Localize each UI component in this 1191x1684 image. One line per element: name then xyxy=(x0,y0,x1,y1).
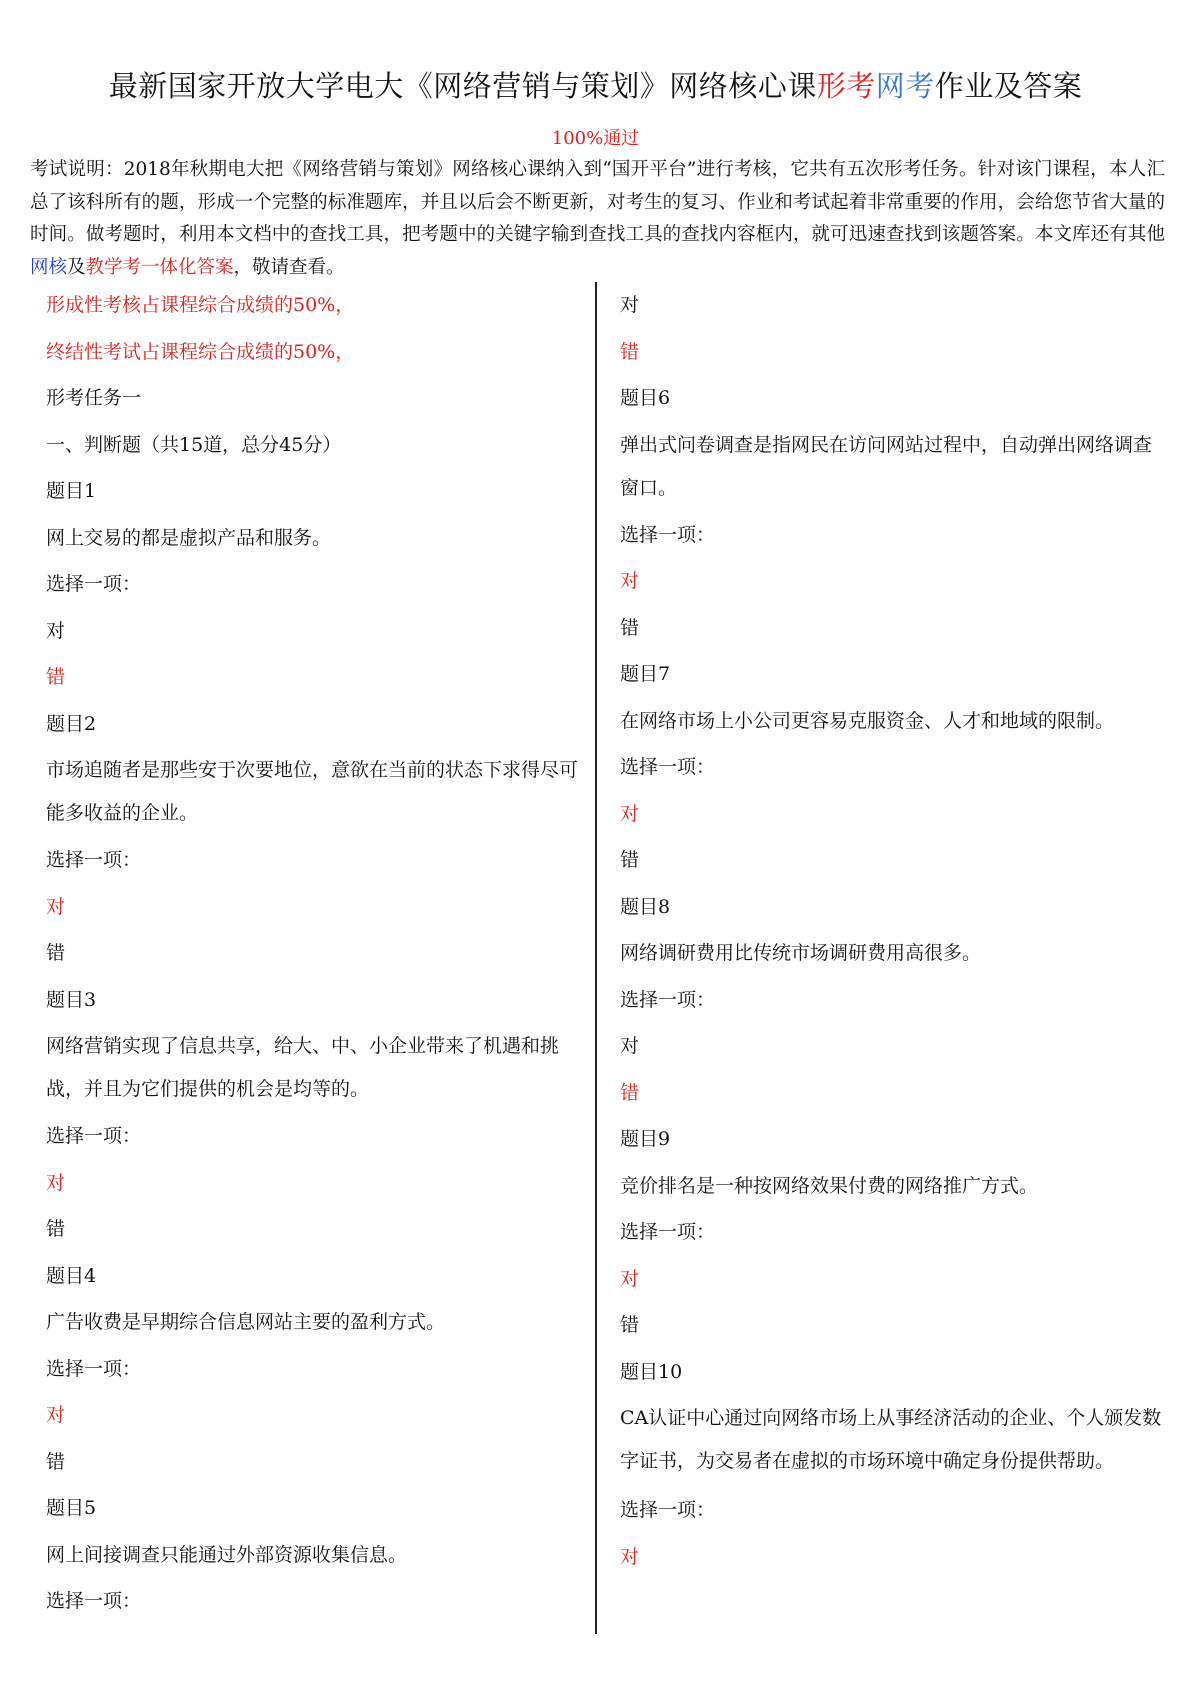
question-text: 市场追随者是那些安于次要地位，意欲在当前的状态下求得尽可能多收益的企业。 xyxy=(46,759,579,824)
option-false-correct[interactable]: 错 xyxy=(620,340,640,363)
option-false-correct[interactable]: 错 xyxy=(620,1081,640,1104)
title-red-word: 形考 xyxy=(816,69,876,103)
right-column xyxy=(620,282,1165,1580)
option-false-correct[interactable]: 错 xyxy=(46,666,66,688)
question-text: 广告收费是早期综合信息网站主要的盈利方式。 xyxy=(46,1311,446,1333)
choice-prompt: 选择一项： xyxy=(620,1499,716,1521)
section-heading: 一、判断题（共15道，总分45分） xyxy=(46,433,342,456)
option-true-correct[interactable]: 对 xyxy=(620,1267,640,1290)
link-integrated-answers[interactable]: 教学考一体化答案 xyxy=(85,256,234,278)
column-divider xyxy=(595,282,597,1634)
left-column xyxy=(46,282,581,1625)
question-label: 题目7 xyxy=(620,663,671,685)
option-false[interactable]: 错 xyxy=(620,616,640,639)
question-label: 题目3 xyxy=(46,988,97,1011)
intro-text: 考试说明：2018年秋期电大把《网络营销与策划》网络核心课纳入到“国开平台”进行考核，它共有五次形考任务。针对该门课程，本人汇总了该科所有的题，形成一个完整的标准题库，并且以后会不断更新，对考生的复习、作业和考试起着非常重要的作用，会给您节省大量的时间。做考题时，利用本文档中的查找工具，把考题中的关键字输到查找工具的查找内容框内，就可迅速查找到该题答案。本文库还有其他 xyxy=(30,159,1165,245)
option-false[interactable]: 错 xyxy=(620,1314,640,1336)
question-label: 题目4 xyxy=(46,1264,97,1287)
option-true-correct[interactable]: 对 xyxy=(620,802,640,825)
grading-note-formative: 形成性考核占课程综合成绩的50%， xyxy=(46,294,355,316)
question-text: 弹出式问卷调查是指网民在访问网站过程中，自动弹出网络调查窗口。 xyxy=(620,433,1153,499)
choice-prompt: 选择一项： xyxy=(46,1357,142,1380)
question-text: 在网络市场上小公司更容易克服资金、人才和地域的限制。 xyxy=(620,709,1115,732)
option-true-correct[interactable]: 对 xyxy=(620,570,640,592)
option-true-correct[interactable]: 对 xyxy=(46,1171,66,1194)
choice-prompt: 选择一项： xyxy=(46,1590,142,1612)
choice-prompt: 选择一项： xyxy=(46,1125,142,1147)
question-label: 题目8 xyxy=(620,895,671,918)
grading-note-final: 终结性考试占课程综合成绩的50%， xyxy=(46,340,355,363)
option-true[interactable]: 对 xyxy=(620,1035,640,1057)
title-main: 最新国家开放大学电大《网络营销与策划》网络核心课 xyxy=(108,69,817,103)
question-label: 题目6 xyxy=(620,387,671,409)
option-false[interactable]: 错 xyxy=(46,942,66,964)
choice-prompt: 选择一项： xyxy=(46,849,142,871)
question-label: 题目9 xyxy=(620,1128,671,1150)
intro-end: ，敬请查看。 xyxy=(233,256,345,278)
option-true[interactable]: 对 xyxy=(620,294,640,316)
page-title xyxy=(0,66,1191,106)
question-label: 题目5 xyxy=(46,1497,97,1519)
option-false[interactable]: 错 xyxy=(46,1450,66,1473)
question-label: 题目1 xyxy=(46,480,97,502)
question-text: 网络调研费用比传统市场调研费用高很多。 xyxy=(620,942,982,964)
choice-prompt: 选择一项： xyxy=(620,1221,716,1243)
link-wanghe[interactable]: 网核 xyxy=(30,256,68,278)
question-text: 网上间接调查只能通过外部资源收集信息。 xyxy=(46,1543,408,1566)
option-true-correct[interactable]: 对 xyxy=(46,1404,66,1426)
question-text: 竞价排名是一种按网络效果付费的网络推广方式。 xyxy=(620,1174,1039,1197)
question-text: 网络营销实现了信息共享，给大、中、小企业带来了机遇和挑战，并且为它们提供的机会是均等的。 xyxy=(46,1035,560,1100)
question-label: 题目2 xyxy=(46,712,97,735)
task-heading: 形考任务一 xyxy=(46,387,142,409)
option-false[interactable]: 错 xyxy=(46,1218,66,1240)
question-label: 题目10 xyxy=(620,1360,683,1383)
option-true-correct[interactable]: 对 xyxy=(620,1545,640,1568)
choice-prompt: 选择一项： xyxy=(620,756,716,778)
question-text: CA认证中心通过向网络市场上从事经济活动的企业、个人颁发数字证书，为交易者在虚拟的市场环境中确定身份提供帮助。 xyxy=(620,1407,1162,1472)
choice-prompt: 选择一项： xyxy=(620,523,716,546)
question-text: 网上交易的都是虚拟产品和服务。 xyxy=(46,526,332,549)
subtitle: 100%通过 xyxy=(551,128,640,149)
choice-prompt: 选择一项： xyxy=(620,988,716,1011)
title-blue-word: 网考 xyxy=(875,69,935,103)
option-true[interactable]: 对 xyxy=(46,619,66,642)
intro-conjunction: 及 xyxy=(67,256,86,278)
exam-description xyxy=(30,154,1165,284)
option-true-correct[interactable]: 对 xyxy=(46,895,66,918)
choice-prompt: 选择一项： xyxy=(46,573,142,595)
option-false[interactable]: 错 xyxy=(620,849,640,871)
title-end: 作业及答案 xyxy=(934,69,1083,103)
